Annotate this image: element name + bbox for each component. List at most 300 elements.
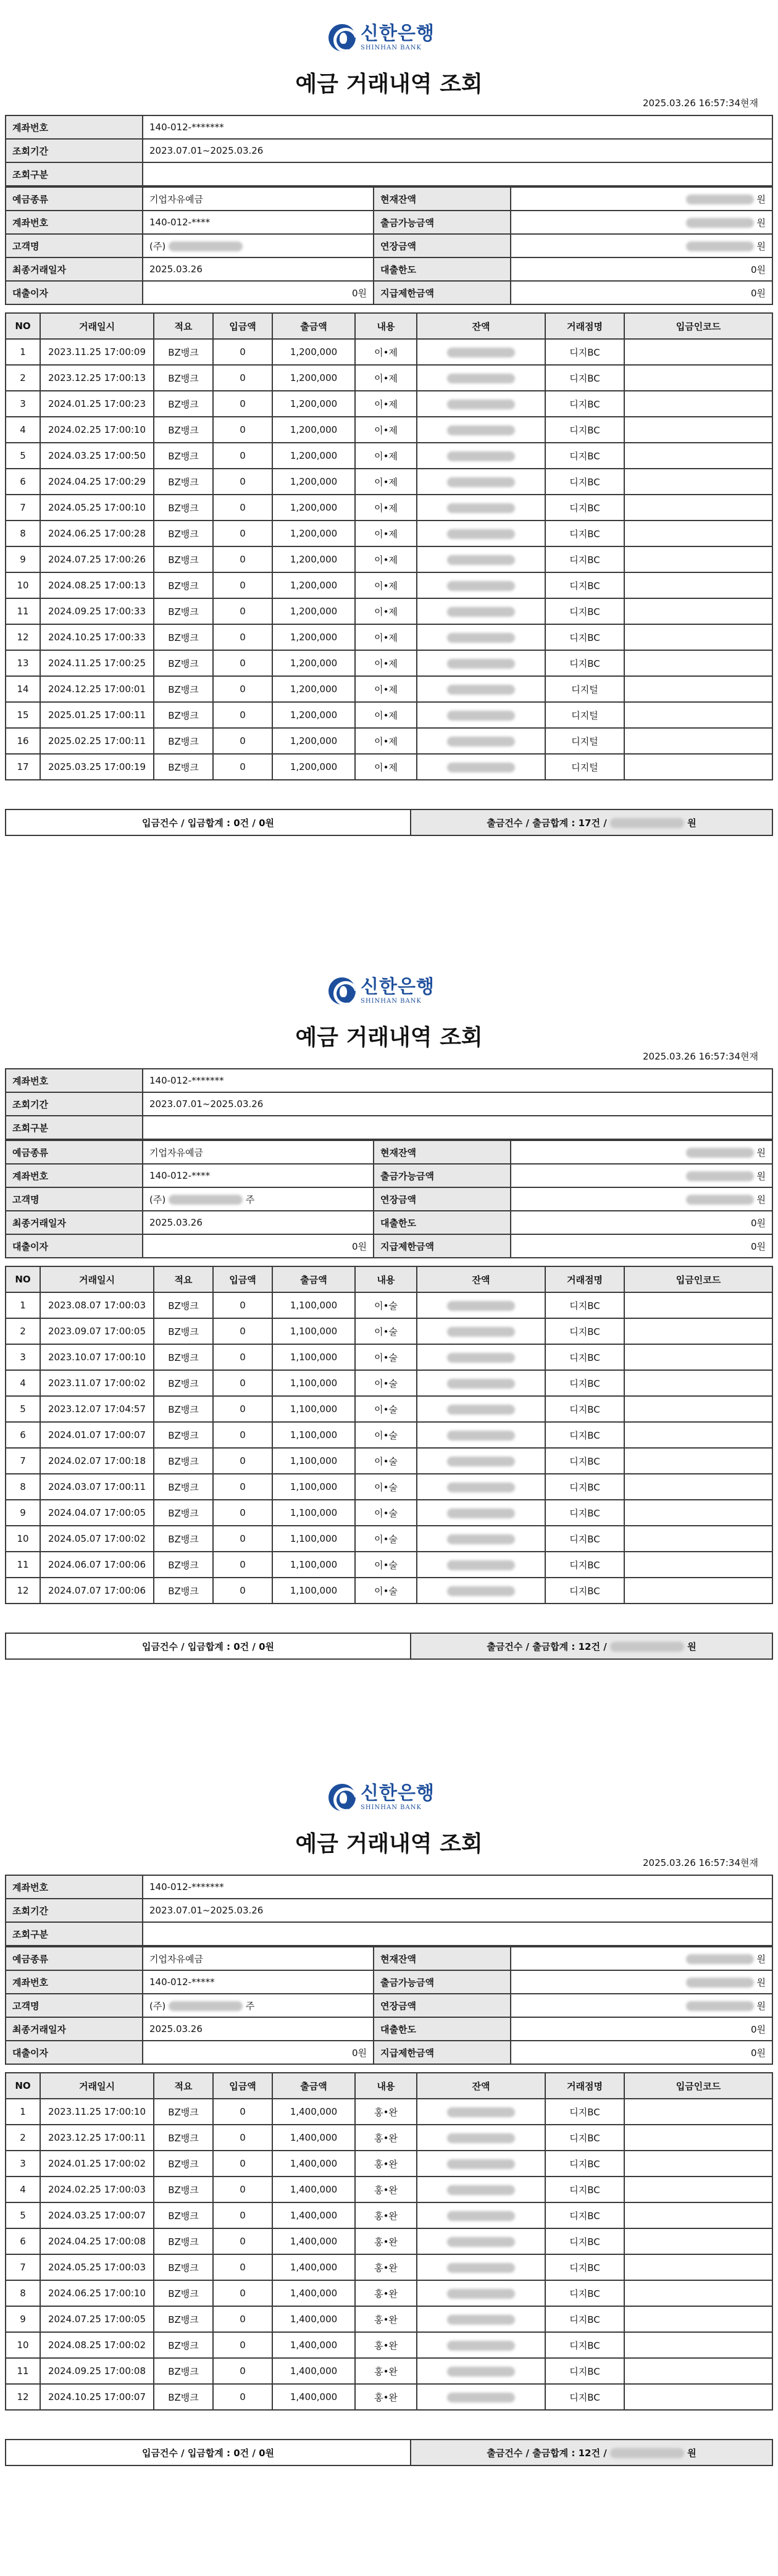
withdrawal-summary-unit: 원: [687, 817, 696, 829]
query-label: 계좌번호: [6, 1875, 143, 1899]
column-header-deposit: 입금액: [213, 2073, 272, 2099]
cell-memo: BZ뱅크: [154, 1526, 213, 1552]
cell-withdrawal: 1,200,000: [272, 650, 355, 676]
cell-deposit: 0: [213, 365, 272, 391]
cell-description: 이•제: [355, 339, 417, 365]
cell-memo: BZ뱅크: [154, 624, 213, 650]
cell-no: 7: [6, 495, 40, 521]
cell-branch: 디지BC: [545, 417, 624, 443]
cell-withdrawal: 1,200,000: [272, 598, 355, 624]
cell-no: 16: [6, 728, 40, 754]
masked-balance: [447, 451, 515, 461]
cell-description: 홍•완: [355, 2254, 417, 2280]
cell-withdrawal: 1,100,000: [272, 1344, 355, 1370]
cell-deposit: 0: [213, 469, 272, 495]
cell-memo: BZ뱅크: [154, 650, 213, 676]
account-detail-table: [5, 186, 773, 305]
table-row: [6, 2125, 772, 2151]
cell-memo: BZ뱅크: [154, 1552, 213, 1578]
cell-withdrawal: 1,100,000: [272, 1578, 355, 1604]
cell-deposit: 0: [213, 2306, 272, 2332]
cell-description: 이•술: [355, 1474, 417, 1500]
cell-deposit: 0: [213, 1526, 272, 1552]
table-row: [6, 2358, 772, 2384]
cell-depositor-code: [624, 702, 772, 728]
cell-no: 14: [6, 676, 40, 702]
cell-branch: 디지BC: [545, 2228, 624, 2254]
masked-balance: [447, 399, 515, 409]
table-row: [6, 1448, 772, 1474]
cell-withdrawal: 1,100,000: [272, 1474, 355, 1500]
query-label: 조회구분: [6, 1116, 143, 1139]
current-balance-value: [511, 1947, 772, 1970]
query-row: [6, 1899, 772, 1922]
table-row: [6, 391, 772, 417]
cell-deposit: 0: [213, 1578, 272, 1604]
query-label: 조회구분: [6, 1922, 143, 1946]
cell-balance: [417, 676, 545, 702]
query-value: 140-012-*******: [143, 115, 772, 139]
cell-depositor-code: [624, 443, 772, 469]
bank-logo: [328, 19, 452, 57]
cell-description: 이•제: [355, 546, 417, 572]
cell-withdrawal: 1,100,000: [272, 1552, 355, 1578]
last-transaction-date-label: 최종거래일자: [6, 2017, 143, 2041]
cell-no: 17: [6, 754, 40, 780]
account-query-table: [5, 1068, 773, 1140]
cell-depositor-code: [624, 2151, 772, 2177]
loan-interest-value: 0원: [143, 281, 374, 304]
cell-withdrawal: 1,400,000: [272, 2202, 355, 2228]
cell-withdrawal: 1,200,000: [272, 443, 355, 469]
column-header-balance: 잔액: [417, 313, 545, 339]
cell-datetime: 2024.10.25 17:00:33: [40, 624, 154, 650]
logo-english-text: SHINHAN BANK: [361, 997, 422, 1005]
cell-deposit: 0: [213, 728, 272, 754]
cell-description: 이•제: [355, 650, 417, 676]
cell-datetime: 2023.11.25 17:00:09: [40, 339, 154, 365]
cell-deposit: 0: [213, 2280, 272, 2306]
cell-description: 이•술: [355, 1292, 417, 1318]
column-header-depositor-code: 입금인코드: [624, 2073, 772, 2099]
cell-balance: [417, 443, 545, 469]
cell-no: 3: [6, 2151, 40, 2177]
last-transaction-date-value: 2025.03.26: [143, 257, 374, 281]
cell-memo: BZ뱅크: [154, 391, 213, 417]
masked-amount: [686, 1978, 754, 1988]
cell-deposit: 0: [213, 2202, 272, 2228]
cell-deposit: 0: [213, 1292, 272, 1318]
customer-prefix: (주): [149, 1194, 166, 1205]
payment-limit-value: 0원: [511, 2041, 772, 2064]
masked-amount: [686, 1195, 754, 1205]
masked-balance: [447, 1405, 515, 1415]
cell-branch: 디지털: [545, 676, 624, 702]
cell-balance: [417, 495, 545, 521]
logo-english-text: SHINHAN BANK: [361, 44, 422, 51]
masked-balance: [447, 1353, 515, 1363]
withdrawal-summary: [411, 809, 772, 835]
cell-memo: BZ뱅크: [154, 2099, 213, 2125]
masked-name: [169, 241, 243, 251]
available-amount-unit: 원: [756, 1976, 766, 1988]
cell-no: 5: [6, 2202, 40, 2228]
cell-no: 3: [6, 1344, 40, 1370]
table-row: [6, 339, 772, 365]
cell-balance: [417, 2254, 545, 2280]
masked-balance: [447, 2159, 515, 2169]
loan-interest-label: 대출이자: [6, 2041, 143, 2064]
cell-datetime: 2023.10.07 17:00:10: [40, 1344, 154, 1370]
cell-no: 5: [6, 1396, 40, 1422]
deposit-type-value: 기업자유예금: [143, 187, 374, 211]
loan-limit-label: 대출한도: [374, 257, 511, 281]
column-header-withdrawal: 출금액: [272, 2073, 355, 2099]
masked-balance: [447, 425, 515, 435]
cell-balance: [417, 1318, 545, 1344]
column-header-deposit: 입금액: [213, 313, 272, 339]
cell-memo: BZ뱅크: [154, 495, 213, 521]
masked-balance: [447, 2211, 515, 2221]
shinhan-logo-icon: [328, 1784, 356, 1811]
deposit-type-value: 기업자유예금: [143, 1140, 374, 1164]
table-row: [6, 1396, 772, 1422]
withdrawal-summary-label: 출금건수 / 출금합계 : 12건 /: [487, 2447, 607, 2459]
cell-branch: 디지BC: [545, 572, 624, 598]
column-header-description: 내용: [355, 1266, 417, 1292]
masked-balance: [447, 1560, 515, 1570]
available-amount-unit: 원: [756, 1170, 766, 1182]
cell-datetime: 2025.03.25 17:00:19: [40, 754, 154, 780]
cell-description: 이•술: [355, 1396, 417, 1422]
query-timestamp: 2025.03.26 16:57:34현재: [642, 1051, 758, 1062]
cell-datetime: 2024.04.07 17:00:05: [40, 1500, 154, 1526]
query-label: 조회기간: [6, 1899, 143, 1922]
cell-branch: 디지BC: [545, 1474, 624, 1500]
cell-deposit: 0: [213, 546, 272, 572]
last-transaction-date-label: 최종거래일자: [6, 257, 143, 281]
masked-balance: [447, 2107, 515, 2117]
cell-datetime: 2024.08.25 17:00:02: [40, 2332, 154, 2358]
masked-balance: [447, 348, 515, 358]
table-row: [6, 1292, 772, 1318]
masked-balance: [447, 633, 515, 643]
cell-datetime: 2023.09.07 17:00:05: [40, 1318, 154, 1344]
cell-depositor-code: [624, 1552, 772, 1578]
cell-withdrawal: 1,100,000: [272, 1422, 355, 1448]
cell-description: 이•제: [355, 443, 417, 469]
column-header-datetime: 거래일시: [40, 313, 154, 339]
cell-memo: BZ뱅크: [154, 2358, 213, 2384]
masked-balance: [447, 529, 515, 539]
account-number-value: 140-012-****: [143, 211, 374, 234]
cell-description: 이•제: [355, 469, 417, 495]
cell-deposit: 0: [213, 521, 272, 546]
table-row: [6, 521, 772, 546]
cell-datetime: 2024.05.25 17:00:03: [40, 2254, 154, 2280]
cell-branch: 디지BC: [545, 443, 624, 469]
masked-balance: [447, 607, 515, 617]
extension-amount-unit: 원: [756, 2000, 766, 2012]
cell-balance: [417, 598, 545, 624]
cell-balance: [417, 2384, 545, 2410]
cell-withdrawal: 1,200,000: [272, 624, 355, 650]
cell-datetime: 2023.12.25 17:00:11: [40, 2125, 154, 2151]
table-row: [6, 546, 772, 572]
cell-description: 홍•완: [355, 2125, 417, 2151]
cell-withdrawal: 1,100,000: [272, 1318, 355, 1344]
cell-withdrawal: 1,100,000: [272, 1500, 355, 1526]
masked-amount: [686, 2001, 754, 2011]
cell-depositor-code: [624, 1292, 772, 1318]
cell-withdrawal: 1,400,000: [272, 2151, 355, 2177]
cell-no: 10: [6, 572, 40, 598]
cell-branch: 디지BC: [545, 1448, 624, 1474]
cell-branch: 디지BC: [545, 365, 624, 391]
payment-limit-label: 지급제한금액: [374, 1234, 511, 1258]
cell-depositor-code: [624, 2384, 772, 2410]
cell-datetime: 2024.11.25 17:00:25: [40, 650, 154, 676]
query-row: [6, 1875, 772, 1899]
cell-no: 6: [6, 469, 40, 495]
masked-amount: [686, 194, 754, 204]
table-row: [6, 1526, 772, 1552]
query-row: [6, 1922, 772, 1946]
cell-description: 이•술: [355, 1526, 417, 1552]
cell-datetime: 2024.12.25 17:00:01: [40, 676, 154, 702]
masked-balance: [447, 2289, 515, 2299]
cell-description: 이•제: [355, 728, 417, 754]
cell-depositor-code: [624, 2177, 772, 2202]
cell-no: 11: [6, 1552, 40, 1578]
table-row: [6, 754, 772, 780]
masked-name: [169, 2001, 243, 2011]
current-balance-label: 현재잔액: [374, 1947, 511, 1970]
cell-withdrawal: 1,400,000: [272, 2099, 355, 2125]
cell-withdrawal: 1,200,000: [272, 339, 355, 365]
masked-balance: [447, 1508, 515, 1518]
cell-balance: [417, 2280, 545, 2306]
query-row: [6, 139, 772, 162]
account-query-table: [5, 1875, 773, 1946]
customer-name-label: 고객명: [6, 1187, 143, 1211]
extension-amount-value: [511, 1994, 772, 2017]
table-row: [6, 1318, 772, 1344]
withdrawal-summary-label: 출금건수 / 출금합계 : 17건 /: [487, 817, 607, 829]
logo-korean-text: 신한은행: [361, 976, 435, 998]
cell-withdrawal: 1,200,000: [272, 676, 355, 702]
cell-deposit: 0: [213, 2099, 272, 2125]
query-row: [6, 162, 772, 186]
cell-memo: BZ뱅크: [154, 1344, 213, 1370]
cell-deposit: 0: [213, 443, 272, 469]
table-row: [6, 650, 772, 676]
cell-deposit: 0: [213, 2254, 272, 2280]
cell-withdrawal: 1,200,000: [272, 546, 355, 572]
cell-deposit: 0: [213, 417, 272, 443]
transaction-header-row: [6, 2073, 772, 2099]
extension-amount-unit: 원: [756, 240, 766, 252]
cell-depositor-code: [624, 676, 772, 702]
cell-balance: [417, 391, 545, 417]
query-timestamp: 2025.03.26 16:57:34현재: [642, 98, 758, 109]
cell-depositor-code: [624, 2125, 772, 2151]
column-header-memo: 적요: [154, 313, 213, 339]
last-transaction-date-value: 2025.03.26: [143, 1211, 374, 1234]
account-query-table: [5, 115, 773, 186]
cell-no: 10: [6, 2332, 40, 2358]
loan-limit-label: 대출한도: [374, 1211, 511, 1234]
column-header-memo: 적요: [154, 1266, 213, 1292]
cell-deposit: 0: [213, 2384, 272, 2410]
cell-memo: BZ뱅크: [154, 2177, 213, 2202]
masked-balance: [447, 2185, 515, 2195]
cell-description: 이•술: [355, 1318, 417, 1344]
cell-deposit: 0: [213, 1448, 272, 1474]
masked-amount: [610, 1642, 684, 1652]
column-header-balance: 잔액: [417, 1266, 545, 1292]
masked-balance: [447, 763, 515, 772]
cell-description: 이•제: [355, 365, 417, 391]
cell-branch: 디지BC: [545, 521, 624, 546]
table-row: [6, 1474, 772, 1500]
cell-depositor-code: [624, 1370, 772, 1396]
cell-datetime: 2024.07.07 17:00:06: [40, 1578, 154, 1604]
cell-memo: BZ뱅크: [154, 1422, 213, 1448]
cell-description: 이•술: [355, 1578, 417, 1604]
cell-deposit: 0: [213, 1474, 272, 1500]
cell-memo: BZ뱅크: [154, 1448, 213, 1474]
loan-interest-label: 대출이자: [6, 281, 143, 304]
deposit-summary: 입금건수 / 입금합계 : 0건 / 0원: [6, 809, 411, 835]
cell-deposit: 0: [213, 2358, 272, 2384]
current-balance-unit: 원: [756, 1953, 766, 1965]
transaction-header-row: [6, 313, 772, 339]
cell-description: 이•술: [355, 1370, 417, 1396]
cell-no: 6: [6, 1422, 40, 1448]
cell-balance: [417, 624, 545, 650]
column-header-branch: 거래점명: [545, 2073, 624, 2099]
column-header-description: 내용: [355, 2073, 417, 2099]
cell-branch: 디지BC: [545, 1552, 624, 1578]
cell-datetime: 2024.08.25 17:00:13: [40, 572, 154, 598]
cell-memo: BZ뱅크: [154, 1396, 213, 1422]
payment-limit-value: 0원: [511, 281, 772, 304]
cell-no: 4: [6, 1370, 40, 1396]
cell-balance: [417, 417, 545, 443]
column-header-withdrawal: 출금액: [272, 313, 355, 339]
cell-withdrawal: 1,200,000: [272, 469, 355, 495]
table-row: [6, 676, 772, 702]
cell-description: 홍•완: [355, 2099, 417, 2125]
cell-withdrawal: 1,400,000: [272, 2332, 355, 2358]
cell-deposit: 0: [213, 1370, 272, 1396]
query-row: [6, 1092, 772, 1116]
query-value: [143, 1922, 772, 1946]
table-row: [6, 2306, 772, 2332]
cell-depositor-code: [624, 1396, 772, 1422]
cell-deposit: 0: [213, 2177, 272, 2202]
cell-no: 12: [6, 1578, 40, 1604]
query-value: [143, 1116, 772, 1139]
masked-balance: [447, 2367, 515, 2377]
cell-branch: 디지BC: [545, 2358, 624, 2384]
cell-no: 2: [6, 2125, 40, 2151]
cell-branch: 디지BC: [545, 2306, 624, 2332]
cell-branch: 디지털: [545, 754, 624, 780]
cell-datetime: 2024.03.25 17:00:07: [40, 2202, 154, 2228]
query-label: 조회구분: [6, 162, 143, 186]
cell-memo: BZ뱅크: [154, 702, 213, 728]
masked-balance: [447, 2341, 515, 2351]
cell-memo: BZ뱅크: [154, 1500, 213, 1526]
cell-branch: 디지BC: [545, 546, 624, 572]
cell-memo: BZ뱅크: [154, 2254, 213, 2280]
cell-withdrawal: 1,100,000: [272, 1292, 355, 1318]
masked-balance: [447, 1534, 515, 1544]
cell-branch: 디지BC: [545, 2099, 624, 2125]
cell-depositor-code: [624, 546, 772, 572]
cell-withdrawal: 1,400,000: [272, 2384, 355, 2410]
table-row: [6, 2099, 772, 2125]
cell-memo: BZ뱅크: [154, 572, 213, 598]
cell-balance: [417, 2202, 545, 2228]
cell-datetime: 2024.06.07 17:00:06: [40, 1552, 154, 1578]
last-transaction-date-label: 최종거래일자: [6, 1211, 143, 1234]
available-amount-value: [511, 1970, 772, 1994]
query-row: [6, 1116, 772, 1139]
cell-datetime: 2024.10.25 17:00:07: [40, 2384, 154, 2410]
cell-no: 7: [6, 1448, 40, 1474]
table-row: [6, 2202, 772, 2228]
summary-table: [5, 809, 773, 836]
cell-depositor-code: [624, 2306, 772, 2332]
cell-description: 이•제: [355, 521, 417, 546]
column-header-datetime: 거래일시: [40, 1266, 154, 1292]
deposit-type-label: 예금종류: [6, 187, 143, 211]
cell-withdrawal: 1,100,000: [272, 1370, 355, 1396]
cell-withdrawal: 1,200,000: [272, 365, 355, 391]
table-row: [6, 598, 772, 624]
cell-memo: BZ뱅크: [154, 1474, 213, 1500]
query-value: [143, 162, 772, 186]
table-row: [6, 417, 772, 443]
column-header-description: 내용: [355, 313, 417, 339]
current-balance-value: [511, 1140, 772, 1164]
cell-depositor-code: [624, 624, 772, 650]
cell-deposit: 0: [213, 1500, 272, 1526]
cell-depositor-code: [624, 2202, 772, 2228]
cell-datetime: 2024.07.25 17:00:26: [40, 546, 154, 572]
cell-balance: [417, 2099, 545, 2125]
table-row: [6, 2384, 772, 2410]
loan-limit-value: 0원: [511, 1211, 772, 1234]
query-label: 조회기간: [6, 139, 143, 162]
cell-depositor-code: [624, 1448, 772, 1474]
masked-balance: [447, 1457, 515, 1466]
table-row: [6, 1422, 772, 1448]
cell-memo: BZ뱅크: [154, 521, 213, 546]
table-row: [6, 624, 772, 650]
cell-balance: [417, 1396, 545, 1422]
current-balance-label: 현재잔액: [374, 187, 511, 211]
cell-branch: 디지BC: [545, 598, 624, 624]
cell-datetime: 2024.05.07 17:00:02: [40, 1526, 154, 1552]
loan-limit-value: 0원: [511, 2017, 772, 2041]
cell-no: 10: [6, 1526, 40, 1552]
withdrawal-summary-unit: 원: [687, 2447, 696, 2459]
loan-limit-value: 0원: [511, 257, 772, 281]
